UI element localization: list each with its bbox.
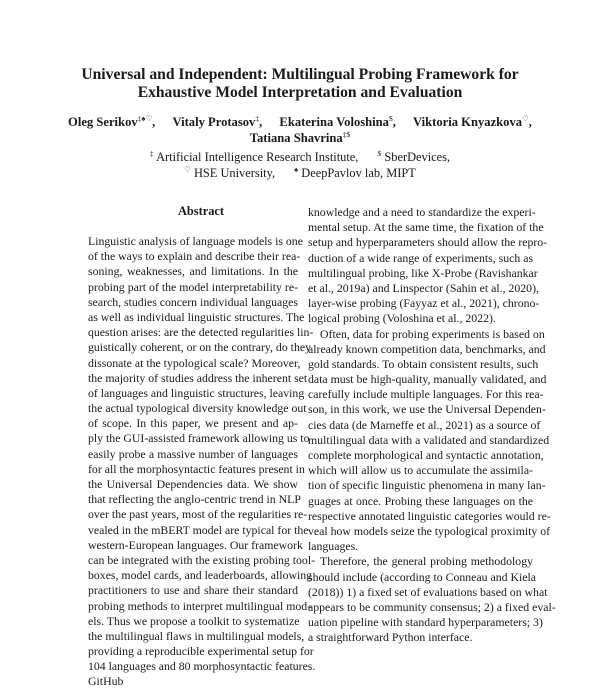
- affiliation: [150, 150, 358, 164]
- text-line: the multilingual flaws in multilingual models,: [88, 628, 305, 643]
- text-line: a straightforward Python interface.: [308, 630, 473, 645]
- text-line: 104 languages and 80 morphosyntactic features.: [88, 659, 316, 674]
- text-line: soning, weaknesses, and limitations. In the: [88, 264, 298, 279]
- affiliation-marks: $: [388, 114, 393, 123]
- text-line: complete morphological and syntactic annotation,: [308, 448, 544, 462]
- affiliation-name: SberDevices,: [384, 150, 451, 164]
- text-line: guistically coherent, or on the contrary, do they: [88, 340, 311, 355]
- text-line: probing methods to interpret multilingual mod-: [88, 598, 312, 613]
- text-line: guages at once. Probing these languages on the: [308, 493, 533, 508]
- abstract-heading: Abstract: [177, 204, 225, 218]
- text-line: et al., 2019a) and Linspector (Sahin et al., 2020),: [308, 280, 539, 295]
- paper-title: [0, 66, 600, 102]
- title-line: Exhaustive Model Interpretation and Evaluation: [137, 84, 463, 101]
- text-line: Therefore, the general probing methodology: [320, 554, 533, 569]
- text-line: dissonate at the typological scale? Moreover,: [88, 355, 301, 370]
- text-line: the majority of studies address the inherent set: [88, 370, 308, 385]
- text-line: appears to be community consensus; 2) a fixed eval-: [308, 599, 556, 614]
- text-line: probing part of the model interpretability re-: [88, 279, 298, 294]
- text-line: Often, data for probing experiments is based on: [320, 326, 545, 341]
- text-line: Linguistic analysis of language models is one: [88, 234, 303, 248]
- author: Ekaterina Voloshina$,: [279, 114, 396, 129]
- text-line: logical probing (Voloshina et al., 2022).: [308, 311, 496, 326]
- author: Viktoria Knyazkova♡,: [413, 114, 532, 129]
- affiliation-mark: ‡: [149, 149, 154, 158]
- text-line: multilingual probing, like X-Probe (Ravishankar: [308, 265, 538, 280]
- text-line: should include (according to Conneau and Kiela: [308, 569, 537, 584]
- author-name: Tatiana Shavrina: [249, 131, 343, 145]
- text-line: duction of a wide range of experiments, such as: [308, 250, 534, 265]
- text-line: veal how models seize the typological proximity of: [308, 523, 551, 538]
- text-line: over the past years, most of the regularities re-: [88, 507, 308, 522]
- author-name: Oleg Serikov: [68, 115, 138, 129]
- affiliation-marks: ‡$: [342, 130, 351, 139]
- text-line: already known competition data, benchmarks, and: [308, 341, 546, 356]
- text-line: mental setup. At the same time, the fixation of the: [308, 220, 544, 235]
- affiliation: [378, 150, 451, 164]
- text-line: boxes, model cards, and leaderboards, allowing: [88, 568, 313, 583]
- author: Oleg Serikov‡♠♡,: [68, 114, 156, 129]
- affiliation-name: Artificial Intelligence Research Institute,: [156, 150, 359, 164]
- affiliation-name: DeepPavlov lab, MIPT: [301, 165, 416, 180]
- text-line: multilingual data with a validated and standardized: [308, 432, 550, 447]
- text-line: easily probe a massive number of languages: [88, 446, 298, 461]
- affiliation: [184, 166, 275, 180]
- affiliation-marks: ‡♠♡: [137, 114, 153, 123]
- text-line: setup and hyperparameters should allow the repro-: [308, 235, 548, 250]
- affiliation: [294, 166, 416, 180]
- text-line: son, in this work, we use the Universal Dependen-: [308, 402, 546, 417]
- author-name: Viktoria Knyazkova: [413, 115, 523, 129]
- text-line: (2018)) 1) a fixed set of evaluations based on what: [308, 584, 548, 599]
- author: [250, 131, 350, 145]
- text-line: ply the GUI-assisted framework allowing us to: [88, 431, 310, 446]
- title-line: Universal and Independent: Multilingual Probing Framework for: [81, 66, 519, 83]
- text-line: can be integrated with the existing probing tool-: [88, 552, 316, 567]
- affiliation-mark: $: [377, 149, 382, 158]
- introduction-body: [308, 205, 556, 645]
- text-line: layer-wise probing (Fayyaz et al., 2021), chrono-: [308, 296, 540, 311]
- text-line: for all the morphosyntactic features present in: [88, 461, 305, 476]
- text-line: carefully include multiple languages. For this rea-: [308, 387, 544, 402]
- author-name: Vitaly Protasov: [172, 115, 256, 129]
- text-line: which will allow us to accumulate the assimila-: [308, 463, 533, 478]
- affiliation-marks: ‡: [255, 114, 260, 123]
- text-line: respective annotated linguistic categories would re-: [308, 508, 551, 523]
- text-line: of languages and linguistic structures, leaving: [88, 385, 305, 400]
- text-line: languages.: [308, 539, 359, 554]
- text-line: tion of specific linguistic phenomena in many lan-: [308, 478, 546, 493]
- text-line: els. Thus we propose a toolkit to systematize: [88, 613, 300, 628]
- text-line: of the ways to explain and describe their rea-: [88, 249, 301, 264]
- author-name: Ekaterina Voloshina: [279, 115, 389, 129]
- text-line: providing a reproducible experimental setup for: [88, 644, 314, 659]
- affiliation-list: [0, 150, 600, 181]
- text-line: gold standards. To obtain consistent results, such: [308, 356, 539, 371]
- text-line: that reflecting the anglo-centric trend in NLP: [88, 492, 301, 507]
- text-line: western-European languages. Our framework: [88, 537, 303, 552]
- text-line: as well as individual linguistic structures. The: [88, 309, 305, 324]
- author: Vitaly Protasov‡,: [172, 114, 263, 129]
- github-link[interactable]: GitHub: [88, 674, 124, 689]
- text-line: vealed in the mBERT model are typical for the: [88, 522, 309, 537]
- text-line: data must be high-quality, manually validated, and: [308, 372, 547, 387]
- text-line: the Universal Dependencies data. We show: [88, 477, 298, 491]
- abstract-body: [88, 234, 316, 690]
- text-line: the actual typological diversity knowledge out: [88, 401, 307, 416]
- text-line: knowledge and a need to standardize the experi-: [308, 205, 536, 219]
- affiliation-marks: ♡: [522, 114, 529, 123]
- affiliation-mark: ♠: [294, 164, 299, 174]
- text-line: practitioners to use and share their standard: [88, 583, 298, 598]
- text-line: of scope. In this paper, we present and ap-: [88, 416, 298, 431]
- text-line: cies data (de Marneffe et al., 2021) as a source of: [308, 417, 541, 432]
- author-list: [0, 114, 600, 146]
- text-line: search, studies concern individual languages: [88, 294, 298, 309]
- affiliation-name: HSE University,: [193, 165, 276, 180]
- text-line: question arises: are the detected regularities lin-: [88, 325, 314, 340]
- text-line: uation pipeline with standard hyperparameters; 3): [308, 615, 543, 630]
- affiliation-mark: ♡: [184, 164, 191, 174]
